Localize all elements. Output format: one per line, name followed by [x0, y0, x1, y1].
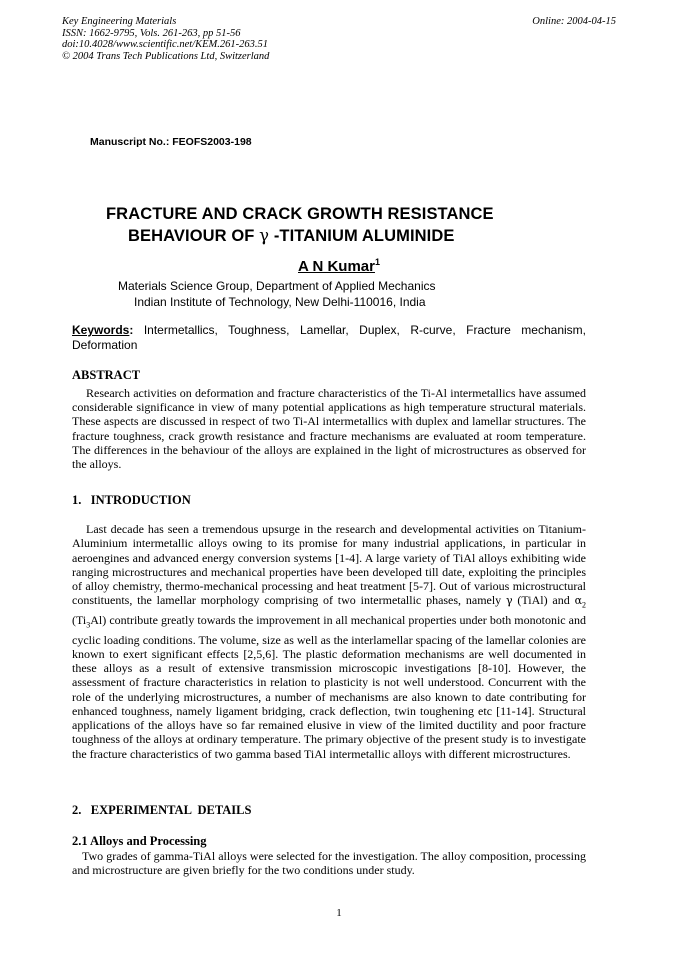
alpha-symbol: α [574, 594, 583, 608]
keywords: Keywords: Intermetallics, Toughness, Lamellar, Duplex, R-curve, Fracture mechanism, Deformation [72, 323, 586, 352]
author-name: A N Kumar [298, 258, 375, 275]
alloys-processing-heading: 2.1 Alloys and Processing [72, 834, 207, 848]
doi-line: doi:10.4028/www.scientific.net/KEM.261-263.51 [62, 39, 268, 50]
author-superscript: 1 [374, 257, 380, 267]
issn-line: ISSN: 1662-9795, Vols. 261-263, pp 51-56 [62, 27, 241, 39]
gamma-symbol: γ [259, 226, 270, 245]
manuscript-number: Manuscript No.: FEOFS2003-198 [90, 136, 252, 148]
copyright-line: © 2004 Trans Tech Publications Ltd, Switzerland [62, 50, 270, 62]
gamma-symbol: γ [506, 594, 513, 608]
title-line-1: FRACTURE AND CRACK GROWTH RESISTANCE [106, 205, 494, 223]
keywords-label: Keywords [72, 323, 130, 337]
paper-title [106, 204, 586, 247]
title-line-2: BEHAVIOUR OF γ -TITANIUM ALUMINIDE [128, 226, 455, 245]
abstract-heading: ABSTRACT [72, 368, 141, 382]
keywords-text: Intermetallics, Toughness, Lamellar, Duplex, R-curve, Fracture mechanism, Deformation [72, 323, 586, 352]
author-block [0, 257, 678, 275]
experimental-heading: 2. EXPERIMENTAL DETAILS [72, 803, 252, 817]
page-number: 1 [336, 907, 342, 919]
online-date: Online: 2004-04-15 [532, 16, 616, 27]
journal-header [62, 16, 269, 62]
journal-name: Key Engineering Materials [62, 16, 177, 27]
abstract-text: Research activities on deformation and fracture characteristics of the Ti-Al intermetallics have assumed considerable significance in view of many potential applications as high temperature structural materials. These aspects are discussed in respect of two Ti-Al intermetallics with duplex and lamellar structures. The fracture toughness, crack growth resistance and fracture mechanisms are evaluated at room temperature. The differences in the behaviour of the alloys are explained in the light of microstructures as observed for the alloys. [72, 386, 586, 472]
alloys-processing-text: Two grades of gamma-TiAl alloys were selected for the investigation. The alloy composition, processing and microstructure are given briefly for the two conditions under study. [72, 849, 586, 878]
introduction-text: Last decade has seen a tremendous upsurge in the research and developmental activities on Titanium-Aluminium intermetallic alloys owing to its promise for many industrial applications, in particular in aeroengines and advanced energy conversion systems [1-4]. A large variety of TiAl alloys exhibiting wide ranging microstructures and mechanical properties have been developed till date, exploiting the principles of alloy chemistry, thermo-mechanical processing and heat treatment [5-7]. Out of various microstructural constituents, the lamellar morphology comprising of two intermetallic phases, namely γ (TiAl) and $\alpha_2$ $(Ti_3Al)$ contribute greatly towards the improvement in all mechanical properties under both monotonic and cyclic loading conditions. The volume, size as well as the interlamellar spacing of the lamellar colonies are known to exert significant effects [2,5,6]. The plastic deformation mechanisms are well documented in these alloys as a result of extensive transmission microscopic investigations [8-10]. However, the assessment of fracture characteristics in relation to plasticity is not well understood. Concurrent with the role of the underlying microstructures, a number of mechanisms are also known to date contributing for enhanced toughness, namely ligament bridging, crack deflection, twin toughening etc [11-14]. Structural applications of the alloys have so far remained elusive in view of the limited ductility and poor fracture toughness of the alloys at ordinary temperature. The primary objective of the present study is to investigate the fracture characteristics of two gamma based TiAl intermetallic alloys with different microstructures. [72, 522, 587, 761]
introduction-heading: 1. INTRODUCTION [72, 493, 191, 507]
affiliation-2: Indian Institute of Technology, New Delhi-110016, India [134, 294, 426, 309]
affiliation-1: Materials Science Group, Department of Applied Mechanics [118, 279, 436, 293]
